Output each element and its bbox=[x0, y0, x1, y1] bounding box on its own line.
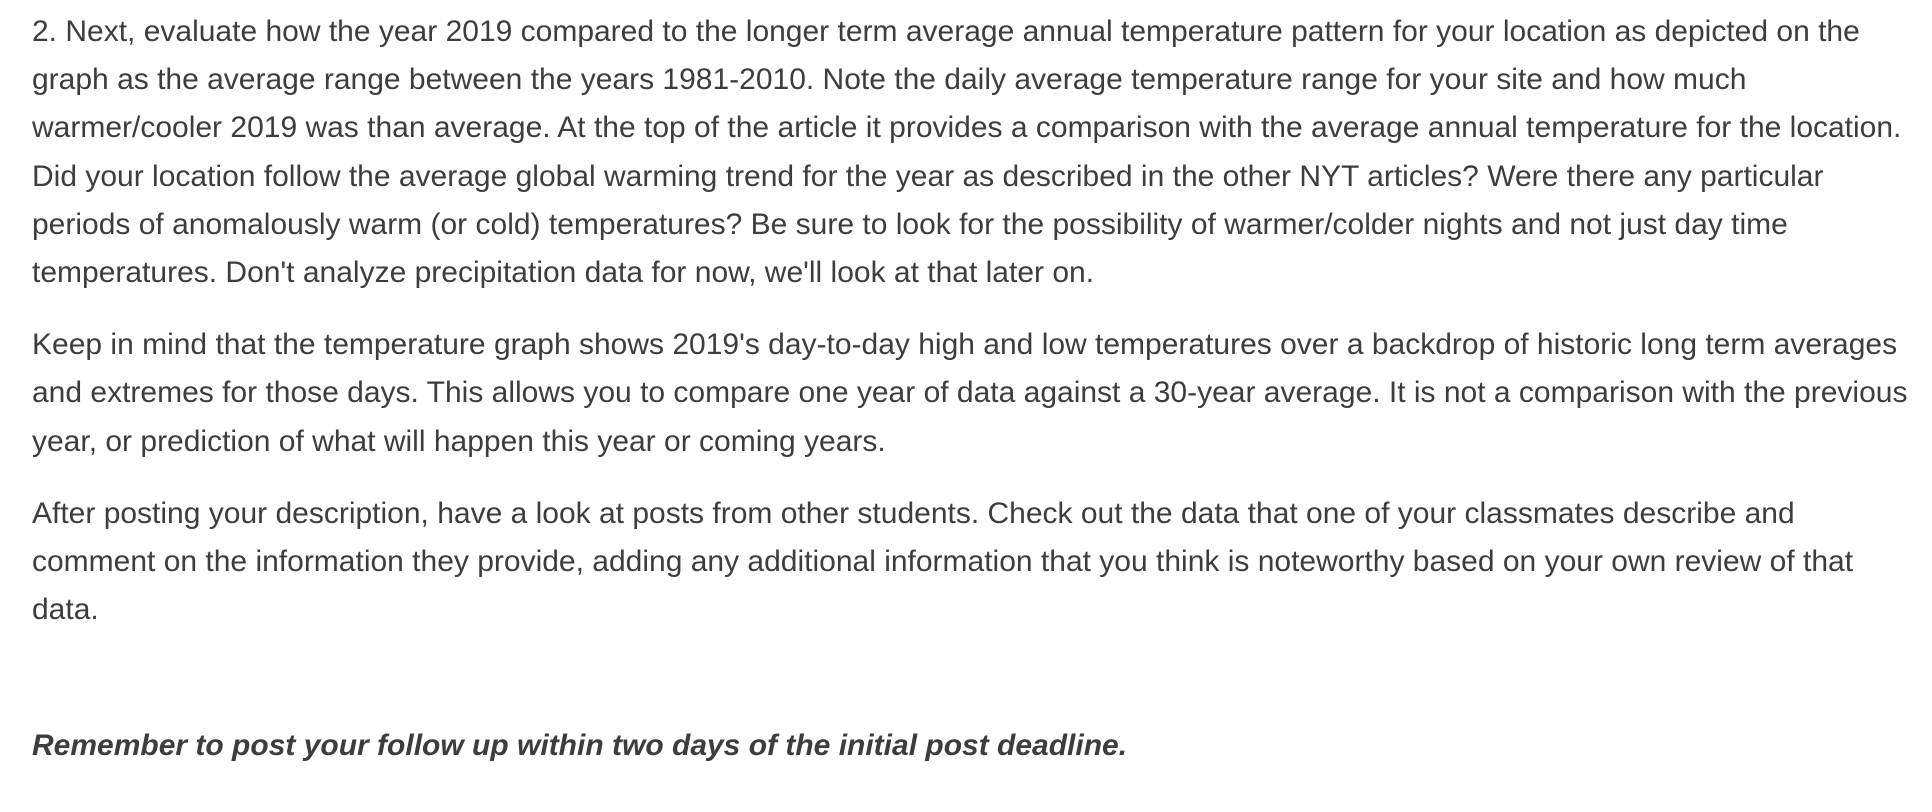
paragraph-graph-explanation: Keep in mind that the temperature graph shows 2019's day-to-day high and low temperatures over a backdrop of historic long term averages and extremes for those days. This allows you to compare one year of data against a 30-year average. It is not a comparison with the previous year, or prediction of what will happen this year or coming years. bbox=[32, 328, 1908, 458]
paragraph-evaluate-2019: 2. Next, evaluate how the year 2019 compared to the longer term average annual temperature pattern for your location as depicted on the graph as the average range between the years 1981-2010. Note the daily average temperature range for your site and how much warmer/cooler 2019 was than average. At the top of the article it provides a comparison with the average annual temperature for the location. Did your location follow the average global warming trend for the year as described in the other NYT articles? Were there any particular periods of anomalously warm (or cold) temperatures? Be sure to look for the possibility of warmer/colder nights and not just day time temperatures. Don't analyze precipitation data for now, we'll look at that later on. bbox=[32, 15, 1902, 290]
paragraph-peer-review: After posting your description, have a look at posts from other students. Check out the data that one of your classmates describe and comment on the information they provide, adding any additional information that you think is noteworthy based on your own review of that data. bbox=[32, 496, 1854, 627]
follow-up-reminder: Remember to post your follow up within two days of the initial post deadline. bbox=[32, 729, 1128, 762]
instructions-body bbox=[32, 8, 1922, 658]
